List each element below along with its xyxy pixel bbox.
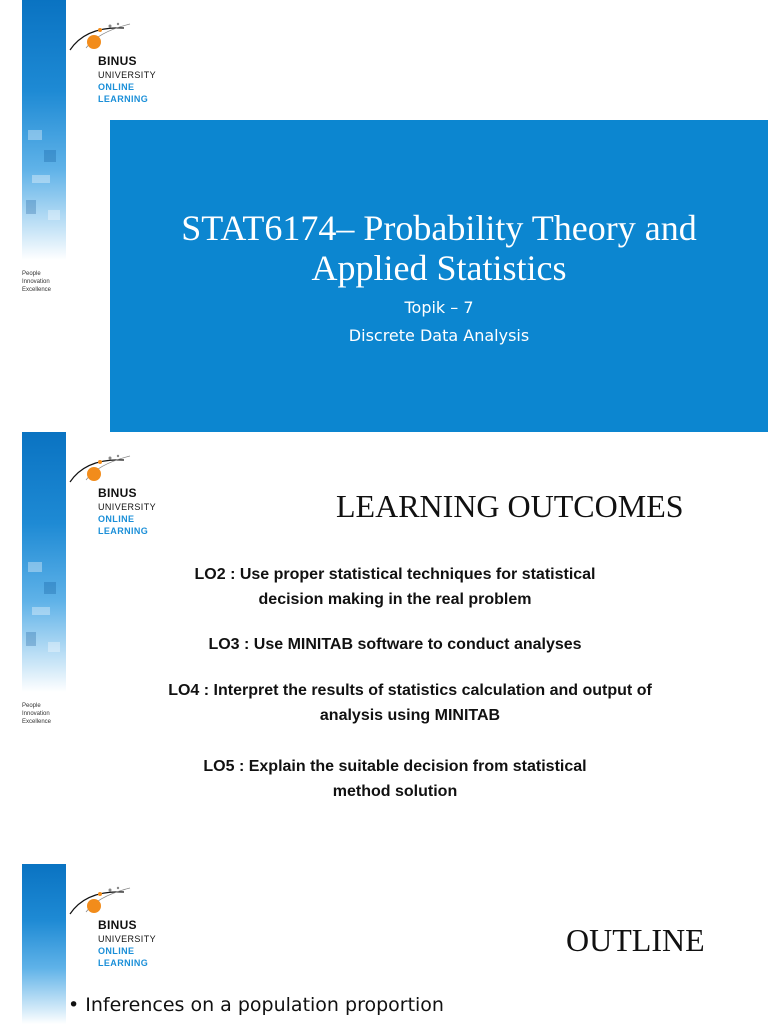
tagline [22, 270, 82, 294]
logo-binus-text: BINUS [98, 486, 137, 500]
logo-university-text: UNIVERSITY [98, 70, 157, 80]
slide-title [0, 0, 768, 432]
logo-binus-text: BINUS [98, 918, 137, 932]
outcome-lo3 [140, 632, 650, 657]
logo-learning-text: LEARNING [98, 94, 149, 104]
logo-learning-text: LEARNING [98, 958, 149, 968]
tagline-excellence: Excellence [22, 719, 52, 725]
logo-swirl-icon [66, 450, 146, 490]
logo-online-text: ONLINE [98, 946, 135, 956]
course-title-line1: STAT6174– Probability Theory and [181, 208, 697, 248]
outcome-lo2 [140, 562, 650, 612]
logo-university-text: UNIVERSITY [98, 502, 157, 512]
outcome-lo5 [140, 754, 650, 804]
decorative-strip [22, 432, 66, 692]
tagline-innovation: Innovation [22, 711, 50, 717]
tagline-people: People [22, 271, 41, 277]
slide-outline [0, 864, 768, 1024]
course-title [110, 208, 768, 288]
outcome-line: LO5 : Explain the suitable decision from statistical [203, 758, 587, 775]
outcome-lo4 [100, 678, 720, 728]
outcome-line: decision making in the real problem [258, 591, 532, 608]
tagline-excellence: Excellence [22, 287, 52, 293]
outcome-line: LO2 : Use proper statistical techniques for statistical [194, 566, 596, 583]
outcome-line: method solution [332, 783, 458, 800]
title-panel [110, 120, 768, 432]
tagline [22, 702, 82, 726]
topic-subtitle: Discrete Data Analysis [348, 326, 530, 345]
logo-learning-text: LEARNING [98, 526, 149, 536]
outline-heading: OUTLINE [566, 922, 705, 958]
logo-swirl-icon [66, 882, 146, 922]
learning-outcomes-heading: LEARNING OUTCOMES [336, 488, 684, 524]
topic-label: Topik – 7 [404, 298, 474, 317]
logo-binus-text: BINUS [98, 54, 137, 68]
logo-online-text: ONLINE [98, 514, 135, 524]
slide-learning-outcomes [0, 432, 768, 864]
tagline-innovation: Innovation [22, 279, 50, 285]
binus-logo [66, 882, 186, 972]
decorative-strip [22, 0, 66, 260]
logo-online-text: ONLINE [98, 82, 135, 92]
outcome-line: analysis using MINITAB [319, 707, 501, 724]
outline-bullet [68, 994, 444, 1016]
bullet-dot-icon: • [68, 994, 86, 1016]
outline-bullet-text: Inferences on a population proportion [85, 994, 444, 1016]
outcome-line: LO4 : Interpret the results of statistics calculation and output of [168, 682, 652, 699]
decorative-strip [22, 864, 66, 1024]
course-title-line2: Applied Statistics [311, 248, 567, 288]
logo-swirl-icon [66, 18, 146, 58]
outcome-line: LO3 : Use MINITAB software to conduct analyses [208, 636, 582, 653]
tagline-people: People [22, 703, 41, 709]
binus-logo [66, 18, 186, 108]
logo-university-text: UNIVERSITY [98, 934, 157, 944]
binus-logo [66, 450, 186, 540]
